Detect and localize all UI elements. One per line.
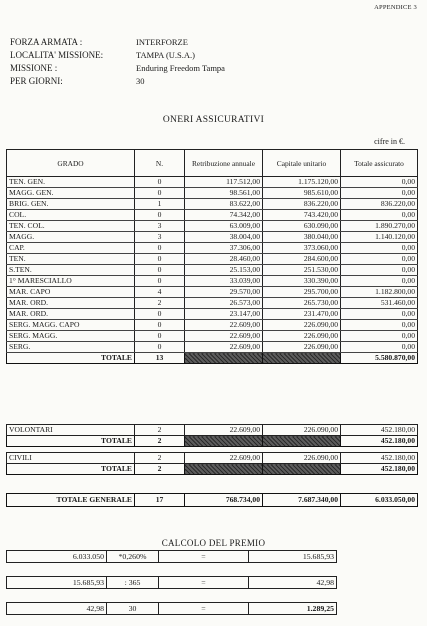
cell-n: 0 — [135, 254, 185, 265]
shaded-cell — [185, 353, 263, 364]
cell-totale: 1.890.270,00 — [341, 221, 418, 232]
cell-grado: CAP. — [7, 243, 135, 254]
mission-info — [10, 36, 225, 88]
cell-capitale: 380.040,00 — [263, 232, 341, 243]
cell-totale: 0,00 — [341, 276, 418, 287]
cell-retribuzione: 26.573,00 — [185, 298, 263, 309]
calc-operand: 15.685,93 — [7, 577, 107, 589]
volontari-total-row — [7, 436, 418, 447]
cell-retribuzione: 117.512,00 — [185, 177, 263, 188]
cell-n: 3 — [135, 232, 185, 243]
cell-grado: COL. — [7, 210, 135, 221]
cell-capitale: 295.700,00 — [263, 287, 341, 298]
calc-row-1 — [6, 550, 337, 563]
cell-n: 2 — [135, 453, 185, 464]
header-n: N. — [135, 150, 185, 177]
cell-retribuzione: 22.609,00 — [185, 342, 263, 353]
header-grado: GRADO — [7, 150, 135, 177]
info-label: PER GIORNI: — [10, 76, 63, 86]
cell-capitale: 226.090,00 — [263, 425, 341, 436]
calc-operator: : 365 — [107, 577, 159, 589]
grand-total-n: 17 — [135, 494, 185, 507]
table-row — [7, 425, 418, 436]
table-row — [7, 453, 418, 464]
table-row — [7, 320, 418, 331]
total-n: 13 — [135, 353, 185, 364]
cell-n: 1 — [135, 199, 185, 210]
info-label: MISSIONE : — [10, 63, 58, 73]
grand-total-capitale: 7.687.340,00 — [263, 494, 341, 507]
cell-totale: 0,00 — [341, 177, 418, 188]
calc-equals: = — [159, 603, 249, 615]
grand-total-retribuzione: 768.734,00 — [185, 494, 263, 507]
cell-retribuzione: 74.342,00 — [185, 210, 263, 221]
cell-n: 0 — [135, 243, 185, 254]
table-row — [7, 603, 337, 615]
cell-n: 0 — [135, 188, 185, 199]
total-value: 452.180,00 — [341, 436, 418, 447]
cell-n: 0 — [135, 309, 185, 320]
info-row-missione — [10, 62, 225, 75]
info-value: Enduring Freedom Tampa — [136, 63, 225, 73]
cell-capitale: 226.090,00 — [263, 320, 341, 331]
cell-grado: SERG. MAGG. — [7, 331, 135, 342]
table-row — [7, 577, 337, 589]
cell-totale: 1.182.800,00 — [341, 287, 418, 298]
cell-grado: VOLONTARI — [7, 425, 135, 436]
table-row — [7, 254, 418, 265]
calc-row-3 — [6, 602, 337, 615]
table-row — [7, 243, 418, 254]
civili-table — [6, 452, 418, 475]
cell-capitale: 284.600,00 — [263, 254, 341, 265]
cell-n: 0 — [135, 342, 185, 353]
cell-capitale: 265.730,00 — [263, 298, 341, 309]
cell-grado: TEN. GEN. — [7, 177, 135, 188]
cell-grado: TEN. COL. — [7, 221, 135, 232]
table-row — [7, 210, 418, 221]
info-value: TAMPA (U.S.A.) — [136, 50, 195, 60]
cell-grado: CIVILI — [7, 453, 135, 464]
cell-totale: 0,00 — [341, 265, 418, 276]
table-row — [7, 188, 418, 199]
table-header-row — [7, 150, 418, 177]
cell-n: 0 — [135, 331, 185, 342]
cell-capitale: 836.220,00 — [263, 199, 341, 210]
calc-equals: = — [159, 577, 249, 589]
cell-n: 2 — [135, 425, 185, 436]
cell-n: 0 — [135, 177, 185, 188]
volontari-table — [6, 424, 418, 447]
calc-operand: 6.033.050 — [7, 551, 107, 563]
calc-equals: = — [159, 551, 249, 563]
cell-n: 2 — [135, 298, 185, 309]
cell-totale: 0,00 — [341, 210, 418, 221]
cell-retribuzione: 63.009,00 — [185, 221, 263, 232]
cell-totale: 0,00 — [341, 342, 418, 353]
cell-retribuzione: 25.153,00 — [185, 265, 263, 276]
header-retribuzione: Retribuzione annuale — [185, 150, 263, 177]
total-label: TOTALE — [7, 464, 135, 475]
cell-grado: BRIG. GEN. — [7, 199, 135, 210]
shaded-cell — [263, 436, 341, 447]
table-row — [7, 342, 418, 353]
info-label: FORZA ARMATA : — [10, 37, 83, 47]
table-row — [7, 265, 418, 276]
cell-totale: 0,00 — [341, 254, 418, 265]
civili-total-row — [7, 464, 418, 475]
cell-totale: 1.140.120,00 — [341, 232, 418, 243]
cell-capitale: 743.420,00 — [263, 210, 341, 221]
info-value: INTERFORZE — [136, 37, 188, 47]
total-label: TOTALE — [7, 353, 135, 364]
appendix-label: APPENDICE 3 — [374, 4, 417, 11]
insurance-table — [6, 149, 418, 364]
cell-retribuzione: 23.147,00 — [185, 309, 263, 320]
cell-retribuzione: 29.570,00 — [185, 287, 263, 298]
document-title: ONERI ASSICURATIVI — [162, 115, 265, 125]
cell-capitale: 330.390,00 — [263, 276, 341, 287]
info-label: LOCALITA' MISSIONE: — [10, 50, 104, 60]
info-row-localita — [10, 49, 225, 62]
cell-totale: 0,00 — [341, 331, 418, 342]
cell-capitale: 630.090,00 — [263, 221, 341, 232]
cell-n: 0 — [135, 276, 185, 287]
grand-total-label: TOTALE GENERALE — [7, 494, 135, 507]
table-row — [7, 199, 418, 210]
total-n: 2 — [135, 464, 185, 475]
cell-retribuzione: 37.306,00 — [185, 243, 263, 254]
table-total-row — [7, 353, 418, 364]
cell-totale: 452.180,00 — [341, 453, 418, 464]
cell-retribuzione: 28.460,00 — [185, 254, 263, 265]
cell-retribuzione: 98.561,00 — [185, 188, 263, 199]
cell-totale: 0,00 — [341, 243, 418, 254]
cell-grado: MAR. CAPO — [7, 287, 135, 298]
table-row — [7, 298, 418, 309]
shaded-cell — [185, 436, 263, 447]
cell-capitale: 985.610,00 — [263, 188, 341, 199]
cell-grado: 1° MARESCIALLO — [7, 276, 135, 287]
cell-retribuzione: 22.609,00 — [185, 320, 263, 331]
calc-operator: *0,260% — [107, 551, 159, 563]
cell-n: 4 — [135, 287, 185, 298]
cell-grado: SERG. — [7, 342, 135, 353]
grand-total-table — [6, 493, 418, 507]
cell-totale: 0,00 — [341, 309, 418, 320]
shaded-cell — [263, 464, 341, 475]
info-row-forza — [10, 36, 225, 49]
cell-grado: TEN. — [7, 254, 135, 265]
cell-retribuzione: 22.609,00 — [185, 331, 263, 342]
cell-totale: 531.460,00 — [341, 298, 418, 309]
cell-capitale: 226.090,00 — [263, 453, 341, 464]
cell-grado: MAR. ORD. — [7, 309, 135, 320]
cell-capitale: 373.060,00 — [263, 243, 341, 254]
cell-retribuzione: 33.039,00 — [185, 276, 263, 287]
calc-operator: 30 — [107, 603, 159, 615]
total-label: TOTALE — [7, 436, 135, 447]
cell-capitale: 226.090,00 — [263, 331, 341, 342]
cell-grado: MAGG. GEN. — [7, 188, 135, 199]
table-body — [7, 177, 418, 353]
table-row — [7, 309, 418, 320]
cell-capitale: 1.175.120,00 — [263, 177, 341, 188]
cell-capitale: 226.090,00 — [263, 342, 341, 353]
calc-result: 1.289,25 — [249, 603, 337, 615]
shaded-cell — [185, 464, 263, 475]
total-value: 452.180,00 — [341, 464, 418, 475]
cell-retribuzione: 38.004,00 — [185, 232, 263, 243]
cell-totale: 0,00 — [341, 320, 418, 331]
calc-result: 42,98 — [249, 577, 337, 589]
cell-grado: SERG. MAGG. CAPO — [7, 320, 135, 331]
cell-grado: MAGG. — [7, 232, 135, 243]
cell-capitale: 231.470,00 — [263, 309, 341, 320]
cell-n: 3 — [135, 221, 185, 232]
total-n: 2 — [135, 436, 185, 447]
cell-grado: S.TEN. — [7, 265, 135, 276]
table-row — [7, 331, 418, 342]
cell-n: 0 — [135, 210, 185, 221]
calc-title: CALCOLO DEL PREMIO — [161, 538, 266, 548]
cell-totale: 452.180,00 — [341, 425, 418, 436]
cell-retribuzione: 22.609,00 — [185, 425, 263, 436]
cell-totale: 836.220,00 — [341, 199, 418, 210]
cell-grado: MAR. ORD. — [7, 298, 135, 309]
cell-retribuzione: 83.622,00 — [185, 199, 263, 210]
cell-totale: 0,00 — [341, 188, 418, 199]
unit-note: cifre in €. — [374, 137, 405, 146]
total-value: 5.580.870,00 — [341, 353, 418, 364]
table-row — [7, 177, 418, 188]
calc-operand: 42,98 — [7, 603, 107, 615]
grand-total-value: 6.033.050,00 — [341, 494, 418, 507]
info-value: 30 — [136, 76, 145, 86]
table-row — [7, 287, 418, 298]
header-totale: Totale assicurato — [341, 150, 418, 177]
table-row — [7, 221, 418, 232]
cell-n: 0 — [135, 320, 185, 331]
table-row — [7, 276, 418, 287]
cell-capitale: 251.530,00 — [263, 265, 341, 276]
info-row-giorni — [10, 75, 225, 88]
cell-retribuzione: 22.609,00 — [185, 453, 263, 464]
calc-result: 15.685,93 — [249, 551, 337, 563]
header-capitale: Capitale unitario — [263, 150, 341, 177]
shaded-cell — [263, 353, 341, 364]
calc-row-2 — [6, 576, 337, 589]
grand-total-row — [7, 494, 418, 507]
table-row — [7, 551, 337, 563]
table-row — [7, 232, 418, 243]
cell-n: 0 — [135, 265, 185, 276]
